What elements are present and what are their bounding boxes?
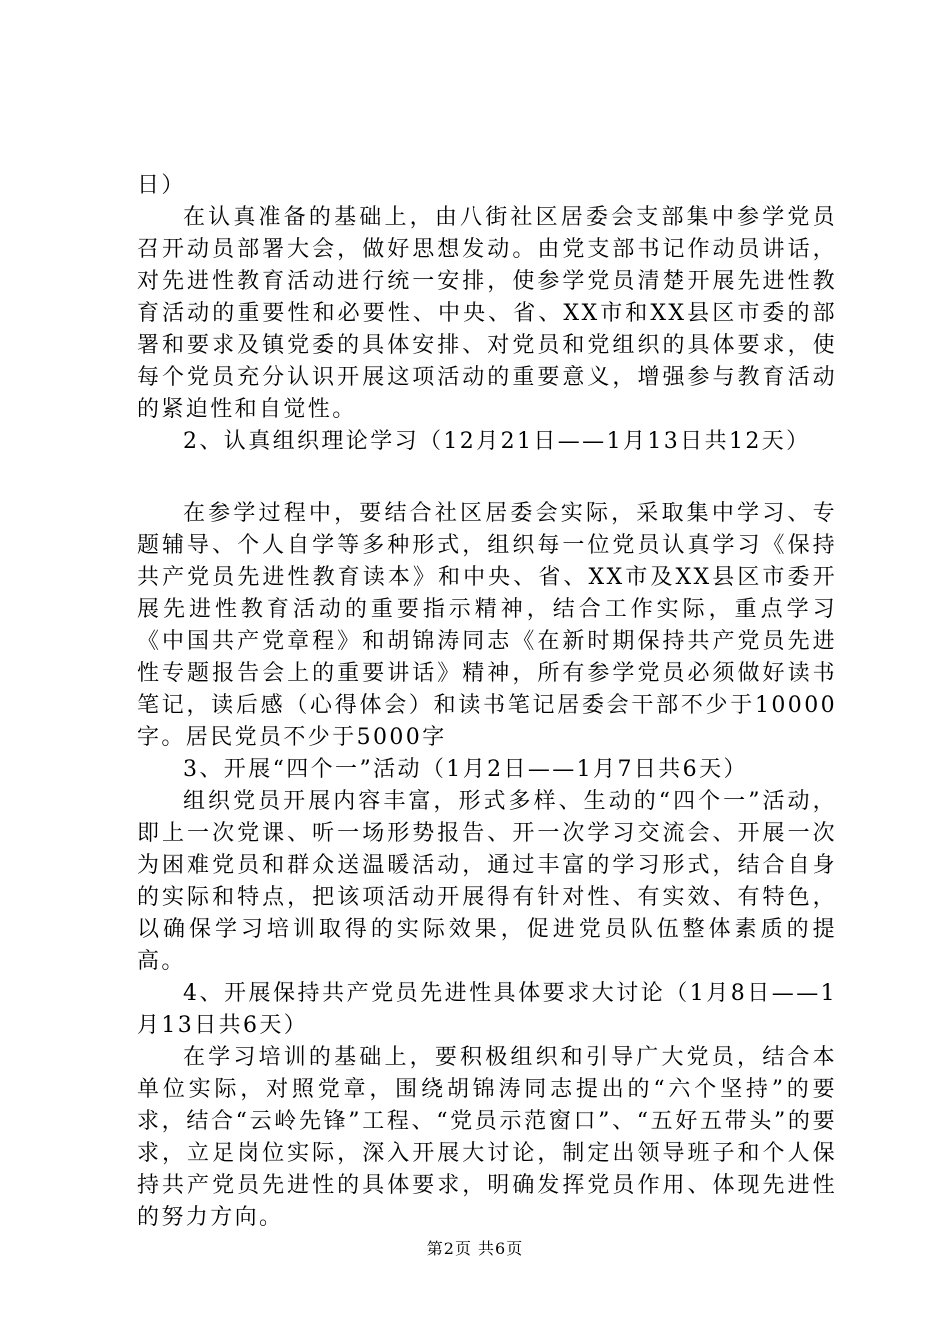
paragraph-four-ones-activity: 组织党员开展内容丰富，形式多样、生动的“四个一”活动，即上一次党课、听一场形势报告、开一次学习交流会、开展一次为困难党员和群众送温暖活动，通过丰富的学习形式，结合自身的实际和特点，把该项活动开展得有针对性、有实效、有特色，以确保学习培训取得的实际效果，促进党员队伍整体素质的提高。 [137, 789, 837, 974]
heading-four-ones-activity: 3、开展“四个一”活动（1月2日——1月7日共6天） [183, 757, 748, 782]
paragraph-discussion: 在学习培训的基础上，要积极组织和引导广大党员，结合本单位实际，对照党章，围绕胡锦涛同志提出的“六个坚持”的要求，结合“云岭先锋”工程、“党员示范窗口”、“五好五带头”的要求，立足岗位实际，深入开展大讨论，制定出领导班子和个人保持共产党员先进性的具体要求，明确发挥党员作用、体现先进性的努力方向。 [137, 1045, 837, 1230]
paragraph-mobilization-meeting: 在认真准备的基础上，由八街社区居委会支部集中参学党员召开动员部署大会，做好思想发动。由党支部书记作动员讲话，对先进性教育活动进行统一安排，使参学党员清楚开展先进性教育活动的重要性和必要性、中央、省、XX市和XX县区市委的部署和要求及镇党委的具体安排、对党员和党组织的具体要求，使每个党员充分认识开展这项活动的重要意义，增强参与教育活动的紧迫性和自觉性。 [137, 205, 837, 422]
document-body [137, 170, 837, 1234]
heading-theory-study: 2、认真组织理论学习（12月21日——1月13日共12天） [183, 429, 811, 454]
page-number-footer: 第2页 共6页 [426, 1239, 524, 1258]
paragraph-date-continuation: 日） [137, 173, 186, 198]
heading-discussion: 4、开展保持共产党员先进性具体要求大讨论（1月8日——1月13日共6天） [137, 981, 837, 1038]
paragraph-theory-study: 在参学过程中，要结合社区居委会实际，采取集中学习、专题辅导、个人自学等多种形式，组织每一位党员认真学习《保持共产党员先进性教育读本》和中央、省、XX市及XX县区市委开展先进性教育活动的重要指示精神，结合工作实际，重点学习《中国共产党章程》和胡锦涛同志《在新时期保持共产党员先进性专题报告会上的重要讲话》精神，所有参学党员必须做好读书笔记，读后感（心得体会）和读书笔记居委会干部不少于10000字。居民党员不少于5000字 [137, 501, 837, 750]
paragraph-spacer [137, 458, 837, 498]
